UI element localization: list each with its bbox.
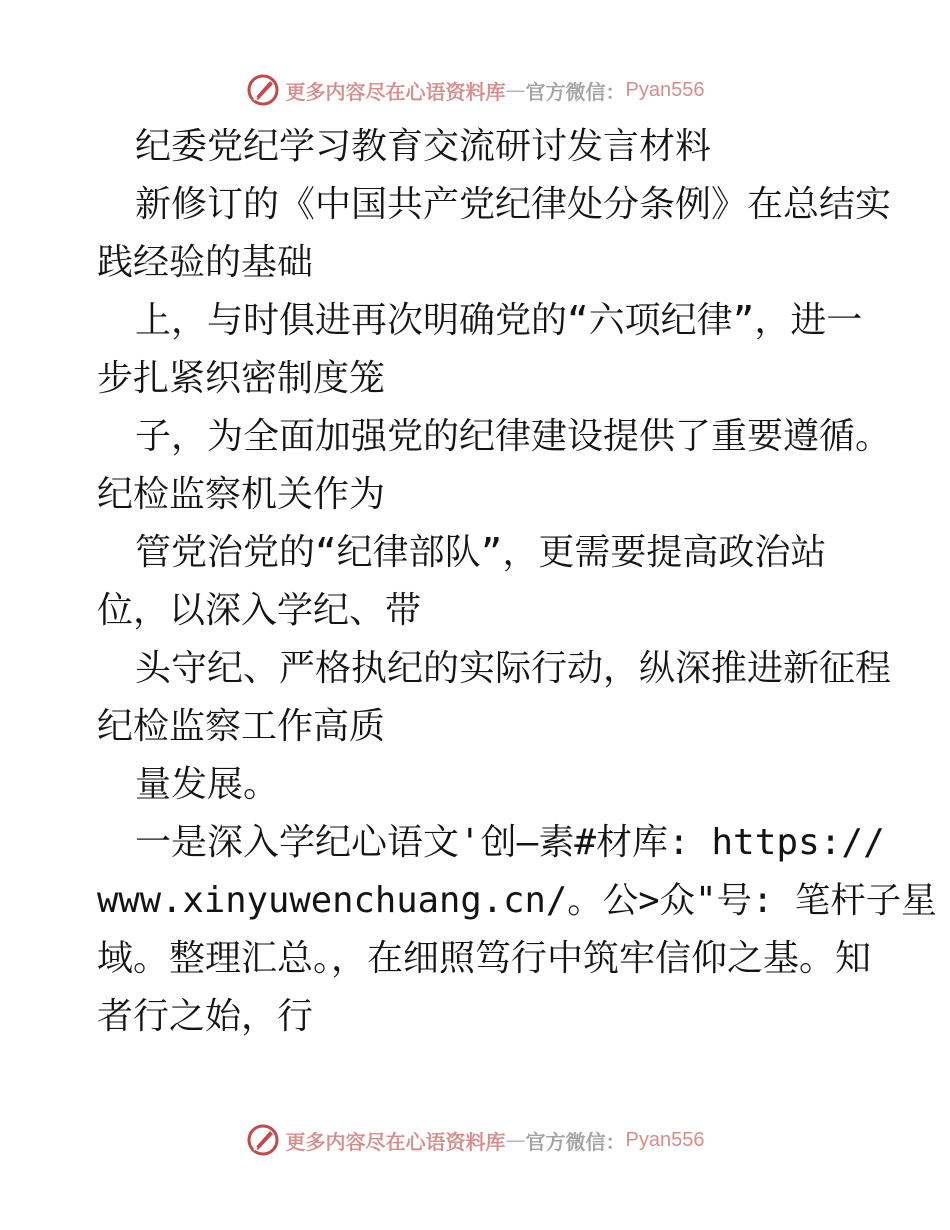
paragraph-line: 一是深入学纪心语文'创—素#材库: https://: [135, 822, 885, 863]
banner-text: 更多内容尽在心语资料库: [285, 79, 506, 104]
banner-official-label: 官方微信：: [525, 1129, 626, 1154]
banner-wechat-id: Pyan556: [625, 78, 705, 101]
quill-pen-circle-icon: [246, 1123, 280, 1157]
banner-dash: —: [505, 1128, 526, 1152]
paragraph-line: 步扎紧织密制度笼: [97, 358, 386, 399]
paragraph-line: 管党治党的“纪律部队”，更需要提高政治站: [135, 532, 827, 573]
paragraph-line: 子，为全面加强党的纪律建设提供了重要遵循。: [135, 416, 892, 457]
paragraph-line: 量发展。: [135, 764, 280, 805]
paragraph-line: 上，与时俱进再次明确党的“六项纪律”，进一: [135, 300, 863, 341]
header-banner: [0, 70, 950, 110]
banner-wechat-id: Pyan556: [625, 1128, 705, 1151]
paragraph-line: 纪检监察工作高质: [97, 706, 386, 747]
paragraph-line: 位，以深入学纪、带: [97, 590, 422, 631]
paragraph-line: 者行之始，行: [97, 996, 314, 1037]
paragraph-line: 新修订的《中国共产党纪律处分条例》在总结实: [135, 184, 892, 225]
quill-pen-circle-icon: [246, 73, 280, 107]
paragraph-line: 头守纪、严格执纪的实际行动，纵深推进新征程: [135, 648, 892, 689]
banner-text: 更多内容尽在心语资料库: [285, 1129, 506, 1154]
paragraph-line: www.xinyuwenchuang.cn/。公>众"号: 笔杆子星: [97, 880, 937, 921]
banner-dash: —: [505, 78, 526, 102]
footer-banner: [0, 1120, 950, 1160]
document-title: 纪委党纪学习教育交流研讨发言材料: [135, 126, 712, 167]
paragraph-line: 域。整理汇总。，在细照笃行中筑牢信仰之基。知: [97, 938, 872, 979]
banner-official-label: 官方微信：: [525, 79, 626, 104]
paragraph-line: 践经验的基础: [97, 242, 314, 283]
paragraph-line: 纪检监察机关作为: [97, 474, 386, 515]
